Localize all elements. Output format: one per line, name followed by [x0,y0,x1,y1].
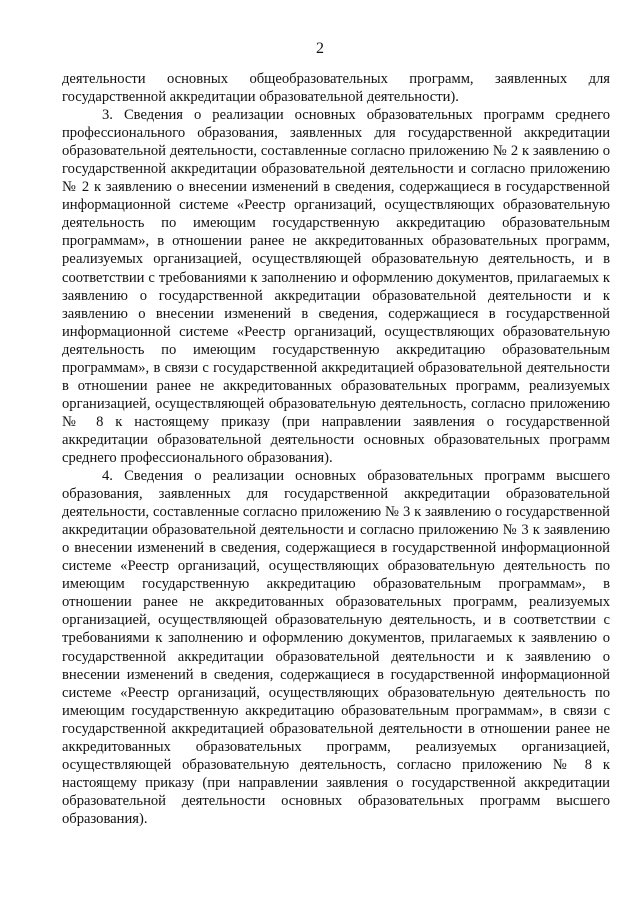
paragraph-item-3: 3. Сведения о реализации основных образовательных программ среднего профессионального образования, заявленных для государственной аккредитации образовательной деятельности, составленные согласно приложению № 2 к заявлению о государственной аккредитации образовательной деятельности и согласно приложению № 2 к заявлению о внесении изменений в сведения, содержащиеся в государственной информационной системе «Реестр организаций, осуществляющих образовательную деятельность по имеющим государственную аккредитацию образовательным программам», в отношении ранее не аккредитованных образовательных программ, реализуемых организацией, осуществляющей образовательную деятельность, и в соответствии с требованиями к заполнению и оформлению документов, прилагаемых к заявлению о государственной аккредитации образовательной деятельности и к заявлению о внесении изменений в сведения, содержащиеся в государственной информационной системе «Реестр организаций, осуществляющих образовательную деятельность по имеющим государственную аккредитацию образовательным программам», в связи с государственной аккредитацией образовательной деятельности в отношении ранее не аккредитованных образовательных программ, реализуемых организацией, осуществляющей образовательную деятельность, согласно приложению № 8 к настоящему приказу (при направлении заявления о государственной аккредитации образовательной деятельности основных образовательных программ среднего профессионального образования). [62,107,610,466]
paragraph-item-4: 4. Сведения о реализации основных образовательных программ высшего образования, заявленных для государственной аккредитации образовательной деятельности, составленные согласно приложению № 3 к заявлению о государственной аккредитации образовательной деятельности и согласно приложению № 3 к заявлению о внесении изменений в сведения, содержащиеся в государственной информационной системе «Реестр организаций, осуществляющих образовательную деятельность по имеющим государственную аккредитацию образовательным программам», в отношении ранее не аккредитованных образовательных программ, реализуемых организацией, осуществляющей образовательную деятельность, и в соответствии с требованиями к заполнению и оформлению документов, прилагаемых к заявлению о государственной аккредитации образовательной деятельности и к заявлению о внесении изменений в сведения, содержащиеся в государственной информационной системе «Реестр организаций, осуществляющих образовательную деятельность по имеющим государственную аккредитацию образовательным программам», в связи с государственной аккредитацией образовательной деятельности в отношении ранее не аккредитованных образовательных программ, реализуемых организацией, осуществляющей образовательную деятельность, согласно приложению № 8 к настоящему приказу (при направлении заявления о государственной аккредитации образовательной деятельности основных образовательных программ высшего образования). [62,468,610,827]
page-number: 2 [316,40,324,57]
document-body [62,70,610,828]
paragraph-continuation: деятельности основных общеобразовательных программ, заявленных для государственной аккредитации образовательной деятельности). [62,71,610,106]
